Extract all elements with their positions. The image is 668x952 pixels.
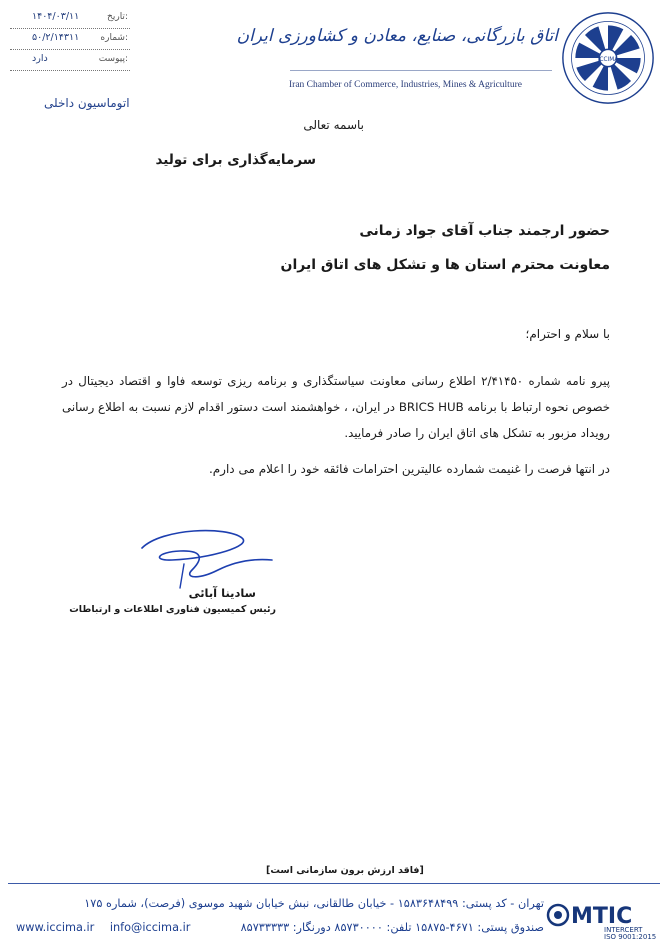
signer-name: سادینا آبائی: [188, 586, 256, 600]
greeting: با سلام و احترام؛: [525, 327, 610, 341]
mtic-sub: INTERCERT: [604, 926, 643, 934]
attachment-value: دارد: [32, 53, 48, 64]
iccima-logo-icon: [560, 10, 656, 106]
header-divider: [290, 70, 552, 71]
logo-text: ICCIMA: [597, 56, 619, 63]
internal-automation-note: اتوماسیون داخلی: [44, 96, 130, 110]
footer-email[interactable]: info@iccima.ir: [109, 921, 191, 934]
letter-subject: سرمایه‌گذاری برای تولید: [155, 152, 316, 168]
org-name-persian: اتاق بازرگانی، صنایع، معادن و کشاورزی ایران: [236, 26, 558, 46]
number-row: [10, 29, 130, 50]
mtic-cert: ISO 9001:2015: [604, 933, 657, 941]
footer-address: تهران - کد پستی: ۱۵۸۳۶۴۸۴۹۹ - خیابان طالقانی، نبش خیابان شهید موسوی (فرصت)، شماره ۱۷۵: [84, 897, 544, 910]
recipient-name: حضور ارجمند جناب آقای جواد زمانی: [359, 223, 610, 239]
attachment-row: [10, 50, 130, 71]
mtic-certification-logo-icon: [546, 895, 658, 941]
number-label: شماره:: [100, 33, 128, 43]
letter-meta: [10, 8, 130, 71]
signer-title: رئیس کمیسیون فناوری اطلاعات و ارتباطات: [69, 604, 276, 615]
footer-postal-phone: صندوق پستی: ۴۶۷۱-۱۵۸۷۵ تلفن: ۸۵۷۳۰۰۰۰ دورنگار: ۸۵۷۳۳۳۳۳: [240, 921, 544, 934]
footer-divider: [8, 883, 660, 884]
footer-website[interactable]: www.iccima.ir: [16, 921, 95, 934]
closing-line: در انتها فرصت را غنیمت شمارده عالیترین احترامات فائقه خود را اعلام می دارم.: [208, 462, 610, 476]
attachment-label: پیوست:: [98, 54, 128, 64]
letter-body: پیرو نامه شماره ۲/۴۱۴۵۰ اطلاع رسانی معاونت سیاستگذاری و برنامه ریزی توسعه فاوا و اقتصاد دیجیتال در خصوص نحوه ارتباط با برنامه BRICS HUB در ایران، ، خواهشمند است دستور اقدام لازم نسبت به اطلاع رسانی رویداد مزبور به تشکل های اتاق ایران را صادر فرمایید.: [62, 374, 610, 440]
not-externally-valid-note: [فاقد ارزش برون سازمانی است]: [266, 865, 424, 876]
number-value: ۵۰/۲/۱۴۳۱۱: [32, 32, 80, 43]
date-value: ۱۴۰۴/۰۳/۱۱: [32, 11, 80, 22]
org-name-english: Iran Chamber of Commerce, Industries, Mines & Agriculture: [289, 80, 522, 90]
footer-contacts: [16, 921, 202, 934]
recipient-title: معاونت محترم استان ها و تشکل های اتاق ایران: [280, 257, 610, 273]
date-row: [10, 8, 130, 29]
handwritten-signature-icon: [132, 518, 282, 596]
mtic-word: MTIC: [571, 904, 633, 929]
date-label: تاریخ:: [107, 12, 128, 22]
basmala: باسمه تعالی: [303, 118, 364, 132]
